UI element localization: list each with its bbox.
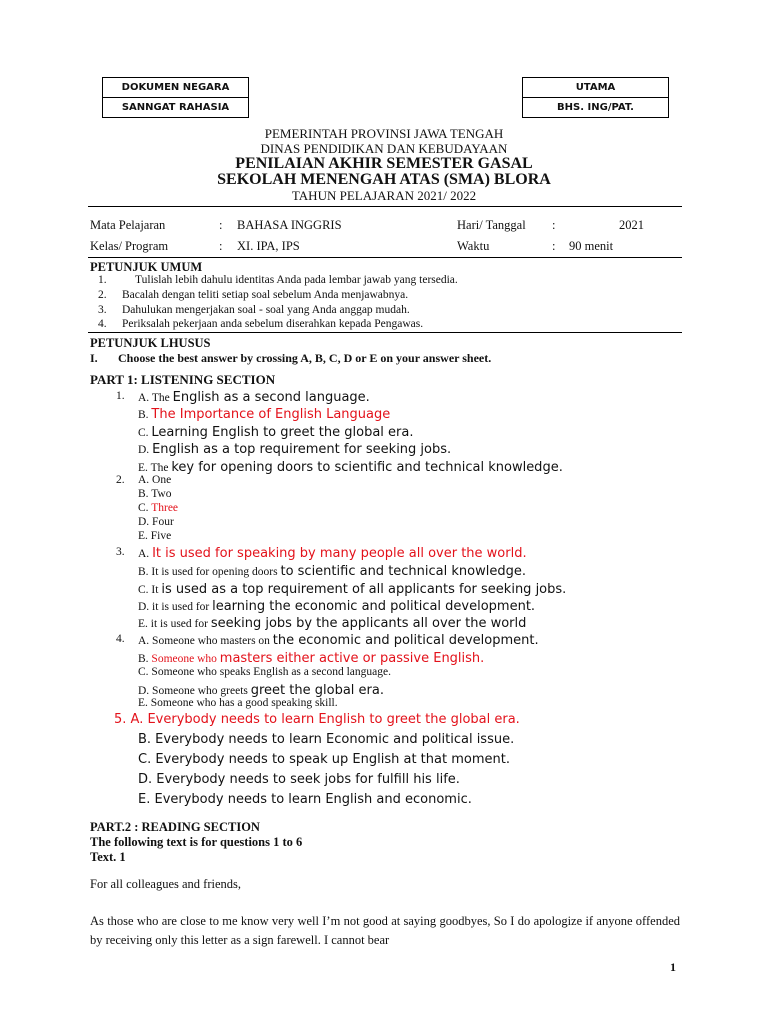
q2-option-b: B. Two: [138, 488, 172, 500]
q4-option-d: D. Someone who greets greet the global era.: [138, 683, 384, 698]
q1-option-b: B. The Importance of English Language: [138, 407, 391, 422]
q5-option-c: C. Everybody needs to speak up English at that moment.: [138, 752, 510, 767]
q5-option-d: D. Everybody needs to seek jobs for fulfill his life.: [138, 772, 460, 787]
academic-year: TAHUN PELAJARAN 2021/ 2022: [291, 188, 477, 203]
question-3-number: 3.: [116, 546, 125, 558]
time-label: Waktu: [457, 239, 490, 253]
question-2-number: 2.: [116, 474, 125, 486]
q2-option-e: E. Five: [138, 530, 172, 542]
province-line: PEMERINTAH PROVINSI JAWA TENGAH: [264, 126, 504, 141]
q3-option-e: E. it is used for seeking jobs by the applicants all over the world: [138, 616, 527, 631]
page-number: 1: [670, 960, 676, 974]
part2-heading: PART.2 : READING SECTION: [90, 820, 260, 834]
part1-heading: PART 1: LISTENING SECTION: [90, 372, 276, 387]
title-divider: [88, 206, 682, 207]
q3-option-c: C. It is used as a top requirement of all applicants for seeking jobs.: [138, 582, 567, 597]
general-item-number: 2.: [98, 289, 107, 301]
subject-value: BAHASA INGGRIS: [237, 218, 342, 232]
q1-option-a: A. The English as a second language.: [138, 390, 370, 405]
general-item-number: 3.: [98, 304, 107, 316]
general-item-text: Dahulukan mengerjakan soal - soal yang Anda anggap mudah.: [122, 304, 410, 316]
document-classification-box: [102, 77, 249, 118]
info-divider: [88, 257, 682, 258]
q5-option-a: 5. A. Everybody needs to learn English to greet the global era.: [114, 712, 520, 727]
q3-option-b: B. It is used for opening doors to scientific and technical knowledge.: [138, 564, 526, 579]
text-label: Text. 1: [90, 850, 126, 864]
general-divider: [88, 332, 682, 333]
exam-code-box: [522, 77, 669, 118]
q2-option-d: D. Four: [138, 516, 174, 528]
question-1-number: 1.: [116, 390, 125, 402]
letter-greeting: For all colleagues and friends,: [90, 877, 241, 891]
general-item-text: Periksalah pekerjaan anda sebelum diserahkan kepada Pengawas.: [122, 318, 424, 330]
q1-option-e: E. The key for opening doors to scientific and technical knowledge.: [138, 460, 563, 475]
q4-option-b: B. Someone who masters either active or passive English.: [138, 651, 485, 666]
q1-option-d: D. English as a top requirement for seeking jobs.: [138, 442, 452, 457]
part2-subheading: The following text is for questions 1 to 6: [90, 835, 303, 849]
letter-paragraph: As those who are close to me know very well I’m not good at saying goodbyes, So I do apologize if anyone offended by receiving only this letter as a sign farewell. I cannot bear: [90, 914, 680, 947]
subject-colon: :: [219, 218, 223, 232]
day-colon: :: [552, 218, 556, 232]
general-item-text: Bacalah dengan teliti setiap soal sebelum Anda menjawabnya.: [122, 289, 409, 301]
general-item-number: 1.: [98, 274, 107, 286]
q2-option-a: A. One: [138, 474, 172, 486]
special-roman: I.: [90, 351, 98, 365]
q4-option-a: A. Someone who masters on the economic and political development.: [138, 633, 539, 648]
exam-title: PENILAIAN AKHIR SEMESTER GASAL: [235, 155, 533, 172]
school-title: SEKOLAH MENENGAH ATAS (SMA) BLORA: [217, 171, 551, 188]
q4-option-e: E. Someone who has a good speaking skill.: [138, 697, 338, 709]
class-value: XI. IPA, IPS: [237, 239, 300, 253]
secrecy-label: SANNGAT RAHASIA: [103, 97, 248, 117]
q5-option-b: B. Everybody needs to learn Economic and political issue.: [138, 732, 515, 747]
doc-class-label: DOKUMEN NEGARA: [121, 82, 230, 93]
department-line: DINAS PENDIDIKAN DAN KEBUDAYAAN: [260, 141, 508, 156]
q3-option-a: A. It is used for speaking by many people all over the world.: [138, 546, 527, 561]
general-heading: PETUNJUK UMUM: [90, 260, 203, 274]
time-colon: :: [552, 239, 556, 253]
q3-option-d: D. it is used for learning the economic and political development.: [138, 599, 536, 614]
class-colon: :: [219, 239, 223, 253]
q1-option-c: C. Learning English to greet the global era.: [138, 425, 414, 440]
class-label: Kelas/ Program: [90, 239, 169, 253]
day-value: 2021: [619, 218, 644, 232]
q5-option-e: E. Everybody needs to learn English and economic.: [138, 792, 472, 807]
special-heading: PETUNJUK LHUSUS: [90, 336, 211, 350]
day-label: Hari/ Tanggal: [457, 218, 526, 232]
general-item-text: Tulislah lebih dahulu identitas Anda pada lembar jawab yang tersedia.: [135, 274, 458, 286]
general-item-number: 4.: [98, 318, 107, 330]
q2-option-c: C. Three: [138, 502, 179, 514]
subject-label: Mata Pelajaran: [90, 218, 166, 232]
special-instruction: Choose the best answer by crossing A, B, C, D or E on your answer sheet.: [118, 351, 492, 365]
exam-type-label: UTAMA: [575, 82, 616, 93]
question-4-number: 4.: [116, 633, 125, 645]
time-value: 90 menit: [569, 239, 614, 253]
exam-code-label: BHS. ING/PAT.: [523, 97, 668, 117]
q4-option-c: C. Someone who speaks English as a second language.: [138, 666, 391, 678]
